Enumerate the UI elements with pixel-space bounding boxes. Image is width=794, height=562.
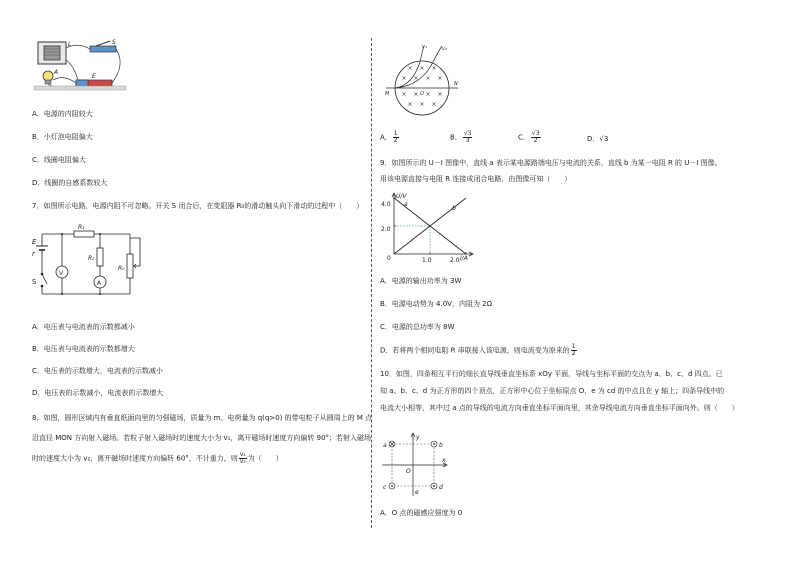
q9-stem-line1: 9．如图所示的 U－I 图像中，直线 a 表示某电源路端电压与电流的关系，直线 b 为某一电阻 R 的 U－I 图像。	[380, 159, 722, 167]
q10-stem-line2: 知 a、b、c、d 为正方形的四个顶点，正方形中心位于坐标原点 O，e 为 cd 的中点且在 y 轴上；四条导线中的	[380, 387, 725, 395]
fig7-label-A: A	[97, 280, 102, 287]
q8-stem-line3-tail: 为（ ）	[247, 454, 283, 463]
x-tick-1: 1.0	[422, 257, 432, 264]
y-axis-label: U/V	[396, 193, 407, 200]
svg-text:×: ×	[413, 91, 419, 98]
fig8-label-v2: v₂	[442, 46, 447, 52]
q8-option-b-den: 3	[465, 137, 470, 144]
column-divider	[371, 38, 372, 528]
q6-option-a: A．电源的内阻较大	[32, 110, 93, 118]
fig10-wires	[380, 432, 450, 498]
q8-option-a-num: 1	[393, 130, 398, 137]
q8-stem-line3-text: 时的速度大小为 v₂，离开磁场时速度方向偏转 60°，不计重力，则	[32, 454, 238, 463]
q8-option-d	[587, 135, 608, 144]
q7-stem: 7．如图所示电路，电源内阻不可忽略。开关 S 闭合后，在变阻器 R₀的滑动触头向下滑动的过程中（ ）	[32, 202, 364, 210]
svg-text:×: ×	[425, 75, 431, 82]
q8-option-b-letter: B．	[450, 133, 462, 142]
q8-option-b	[450, 131, 473, 144]
wire-a-into-page	[389, 441, 395, 447]
r2-resistor	[97, 248, 103, 266]
fig10-label-b: b	[439, 442, 443, 449]
switch-board	[90, 46, 116, 52]
fig8-label-N: N	[454, 81, 458, 87]
fig8-label-v1: v₁	[422, 44, 427, 50]
field-crosses	[401, 65, 442, 108]
line-b-label: b	[452, 205, 456, 212]
fig7-label-S: S	[32, 278, 37, 286]
q8-option-c	[518, 131, 542, 144]
origin-label: 0	[387, 255, 391, 262]
fig7-label-V: V	[59, 270, 64, 277]
fig6-label-L: L	[68, 41, 72, 48]
fig9-ui-graph	[380, 190, 480, 266]
svg-text:×: ×	[419, 101, 425, 108]
svg-text:×: ×	[431, 101, 437, 108]
q6-option-b: B．小灯泡电阻偏大	[32, 133, 93, 141]
fig7-label-R2: R₂	[88, 255, 95, 262]
r0-rheostat	[127, 254, 133, 278]
q9-option-d-frac	[571, 344, 577, 357]
svg-text:×: ×	[437, 91, 443, 98]
q8-option-b-frac	[463, 131, 473, 144]
fig10-label-a: a	[383, 442, 387, 449]
r1-resistor	[74, 231, 94, 237]
q10-option-a: A．O 点的磁感应强度为 0	[380, 509, 463, 517]
fig10-label-O: O	[406, 468, 411, 475]
q8-option-c-den: 2	[533, 137, 538, 144]
q8-option-d-text: √3	[599, 135, 609, 143]
fig10-label-x: x	[442, 457, 446, 464]
fig6-label-S: S	[112, 39, 116, 46]
fig10-label-e: e	[415, 489, 419, 496]
x-tick-2: 2.0	[450, 257, 460, 264]
fig6-label-E: E	[92, 73, 96, 80]
svg-text:×: ×	[419, 65, 425, 72]
q7-option-b: B．电压表与电流表的示数都增大	[32, 345, 135, 353]
svg-text:×: ×	[401, 75, 407, 82]
q10-stem-line3: 电流大小相等，其中过 a 点的导线的电流方向垂直坐标平面向里，其余导线电流方向垂直坐标平面向外。则（ ）	[380, 404, 739, 412]
svg-text:×: ×	[401, 91, 407, 98]
q9-option-a: A．电源的输出功率为 3W	[380, 277, 462, 285]
q8-stem-line1: 8．如图，圆形区域内有垂直纸面向里的匀强磁场，质量为 m、电荷量为 q(q>0) 的带电粒子从圆周上的 M 点	[32, 414, 373, 422]
q8-option-d-letter: D．	[587, 135, 600, 143]
q9-option-c: C．电源的总功率为 8W	[380, 323, 455, 331]
fig10-label-c: c	[383, 484, 387, 491]
q8-stem-line2: 沿直径 MON 方向射入磁场。若粒子射入磁场时的速度大小为 v₁，离开磁场时速度方向偏转 90°；若射入磁场	[32, 434, 372, 442]
q9-stem-line2: 用该电源直接与电阻 R 连接成闭合电路，由图像可知（ ）	[380, 175, 572, 183]
q7-option-d: D．电压表的示数减小，电流表的示数增大	[32, 389, 164, 397]
svg-text:×: ×	[407, 65, 413, 72]
q8-option-a-frac	[393, 131, 399, 144]
x-axis-label: I/A	[460, 255, 468, 262]
q9-option-d-text: D．若将两个相同电阻 R 串联接入该电源，则电流变为原来的	[380, 346, 570, 355]
q8-option-b-num: √3	[463, 130, 472, 137]
svg-text:×: ×	[407, 101, 413, 108]
fig7-label-r: r	[32, 250, 35, 258]
q9-option-d	[380, 344, 578, 357]
q8-option-c-num: √3	[531, 130, 540, 137]
coil-winding	[44, 46, 60, 60]
svg-text:×: ×	[425, 91, 431, 98]
q8-option-a-den: 2	[393, 137, 398, 144]
fig8-label-O: O	[420, 91, 424, 97]
q8-stem-line3	[32, 452, 283, 465]
fig6-apparatus	[30, 36, 130, 94]
fig10-label-d: d	[439, 484, 443, 491]
fig8-magnetic-field	[382, 40, 462, 120]
q7-option-c: C．电压表的示数增大，电流表的示数减小	[32, 367, 163, 375]
fig7-circuit	[32, 222, 147, 304]
svg-text:×: ×	[437, 75, 443, 82]
q6-option-c: C．线圈电阻偏大	[32, 156, 86, 164]
q8-option-a-letter: A．	[380, 133, 392, 142]
q9-option-d-num: 1	[571, 343, 576, 350]
q9-option-b: B．电源电动势为 4.0V，内阻为 2Ω	[380, 300, 492, 308]
q8-ratio-num: v₁	[239, 451, 246, 458]
fig7-label-R0: R₀	[118, 265, 125, 272]
q6-option-d: D．线圈的自感系数较大	[32, 179, 108, 187]
q10-stem-line1: 10．如图，四条相互平行的细长直导线垂直坐标系 xOy 平面，导线与坐标平面的交点为 a、b、c、d 四点。已	[380, 370, 723, 378]
fig7-label-E: E	[32, 238, 37, 246]
y-tick-2: 2.0	[381, 226, 391, 233]
y-tick-4: 4.0	[381, 201, 391, 208]
fig10-label-y: y	[416, 434, 420, 441]
q8-ratio-fraction	[239, 452, 247, 465]
svg-text:×: ×	[413, 75, 419, 82]
q8-option-a	[380, 131, 400, 144]
line-a-label: a	[404, 201, 408, 208]
q9-option-d-den: 2	[571, 350, 576, 357]
q8-option-c-letter: C．	[518, 133, 530, 142]
q7-option-a: A．电压表与电流表的示数都减小	[32, 323, 135, 331]
fig8-label-M: M	[385, 91, 390, 97]
bulb	[43, 71, 53, 81]
fig6-label-A: A	[54, 69, 59, 76]
svg-text:×: ×	[431, 65, 437, 72]
q8-ratio-den: v₂	[239, 458, 246, 465]
fig7-label-R1: R₁	[78, 224, 85, 231]
q8-option-c-frac	[531, 131, 541, 144]
